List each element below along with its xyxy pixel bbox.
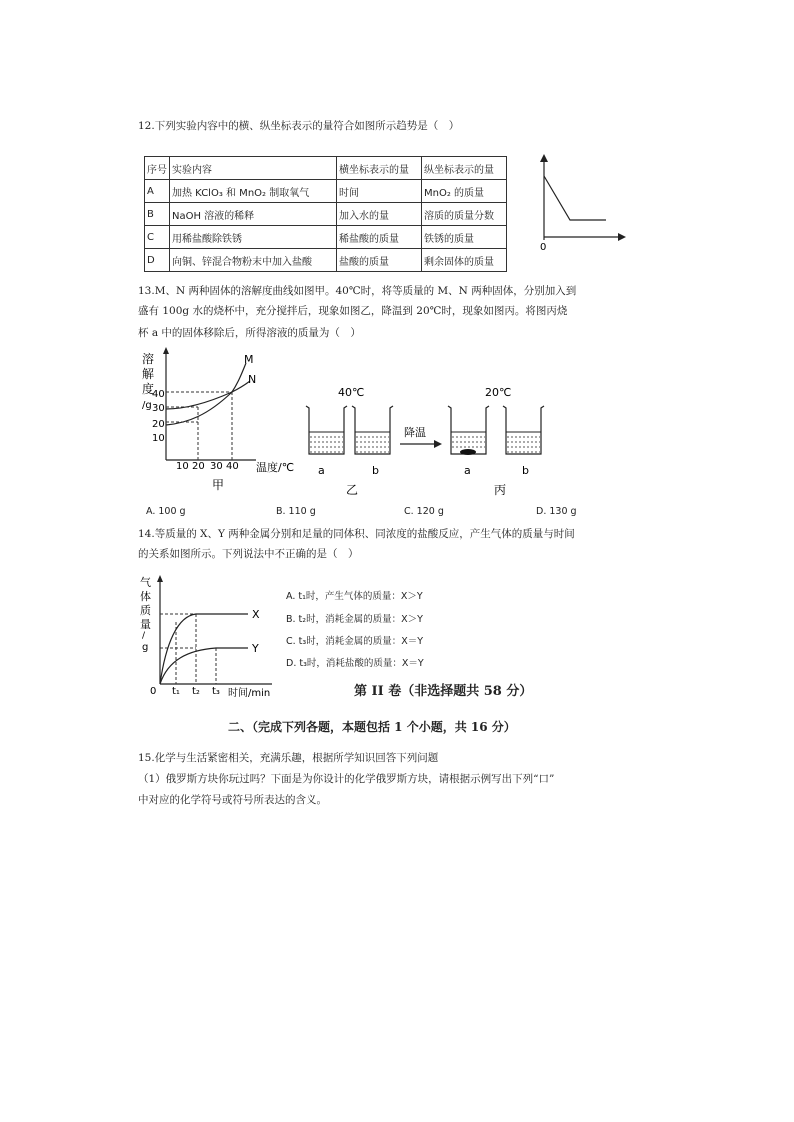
figure-caption: 乙 — [346, 483, 359, 497]
q13-stem-line2: 盛有 100g 水的烧杯中，充分搅拌后，现象如图乙，降温到 20℃时，现象如图丙。将图丙烧 — [138, 305, 568, 317]
q15-sub1-line2: 中对应的化学符号或符号所表达的含义。 — [138, 794, 327, 806]
table-row — [145, 203, 507, 226]
x-tick-label: 10 — [176, 461, 189, 472]
y-label-char: 量 — [140, 618, 151, 631]
x-tick-label: t₁ — [172, 686, 180, 697]
beaker-label: b — [522, 464, 529, 477]
y-axis-arrow — [157, 575, 163, 582]
table-cell: 加热 KClO₃ 和 MnO₂ 制取氧气 — [170, 180, 337, 203]
q14-stem-line1: 14.等质量的 X、Y 两种金属分别和足量的同体积、同浓度的盐酸反应，产生气体的质量与时间 — [138, 528, 575, 540]
x-tick-label: 30 — [210, 461, 223, 472]
table-row — [145, 249, 507, 272]
q12-trend-graph — [530, 150, 630, 255]
curve-m — [166, 363, 246, 425]
y-label-char: / — [142, 631, 146, 641]
q12-table — [144, 156, 507, 272]
table-header: 纵坐标表示的量 — [422, 157, 507, 180]
q13-stem-line1: 13.M、N 两种固体的溶解度曲线如图甲。40℃时，将等质量的 M、N 两种固体，分别加入到 — [138, 285, 577, 297]
trend-line — [544, 176, 606, 220]
liquid-hatch — [356, 437, 389, 452]
table-row — [145, 157, 507, 180]
y-tick-label: 30 — [152, 403, 165, 414]
q14-stem-line2: 的关系如图所示。下列说法中不正确的是（ ） — [138, 548, 359, 560]
liquid-hatch — [507, 437, 540, 452]
q13-stem-line3: 杯 a 中的固体移除后，所得溶液的质量为（ ） — [138, 327, 361, 339]
y-label-char: 溶 — [142, 352, 155, 366]
curve-n — [166, 381, 250, 409]
table-cell: C — [145, 226, 170, 249]
x-tick-label: t₃ — [212, 686, 220, 697]
cooling-arrow-head — [434, 440, 442, 448]
q13-option-d[interactable]: D. 130 g — [536, 506, 577, 517]
table-cell: 向铜、锌混合物粉末中加入盐酸 — [170, 249, 337, 272]
liquid-hatch — [452, 437, 485, 447]
q14-option-b[interactable]: B. t₂时，消耗金属的质量：X＞Y — [286, 614, 423, 625]
temp-label: 40℃ — [338, 386, 365, 399]
table-header: 序号 — [145, 157, 170, 180]
y-label-char: 质 — [140, 604, 151, 617]
table-cell: B — [145, 203, 170, 226]
y-tick-label: 10 — [152, 433, 165, 444]
x-tick-label: t₂ — [192, 686, 200, 697]
table-cell: 加入水的量 — [337, 203, 422, 226]
curve-n-label: N — [248, 373, 257, 386]
q14-option-d[interactable]: D. t₃时，消耗盐酸的质量：X＝Y — [286, 658, 424, 669]
q14-option-c[interactable]: C. t₃时，消耗金属的质量：X＝Y — [286, 636, 424, 647]
q14-option-a[interactable]: A. t₁时，产生气体的质量：X＞Y — [286, 591, 423, 602]
q13-option-c[interactable]: C. 120 g — [404, 506, 444, 517]
y-tick-label: 20 — [152, 419, 165, 430]
table-row — [145, 180, 507, 203]
temp-label: 20℃ — [485, 386, 512, 399]
table-cell: 盐酸的质量 — [337, 249, 422, 272]
table-cell: 溶质的质量分数 — [422, 203, 507, 226]
curve-y-label: Y — [252, 642, 259, 655]
q12-stem: 12.下列实验内容中的横、纵坐标表示的量符合如图所示趋势是（ ） — [138, 120, 460, 132]
q15-sub1-line1: （1）俄罗斯方块你玩过吗？下面是为你设计的化学俄罗斯方块，请根据示例写出下列“口” — [138, 773, 555, 785]
origin-label: 0 — [150, 686, 157, 697]
curve-y — [160, 648, 248, 684]
table-cell: NaOH 溶液的稀释 — [170, 203, 337, 226]
cooling-label: 降温 — [404, 426, 426, 439]
y-label-char: /g — [142, 400, 152, 411]
precipitate — [460, 449, 476, 455]
y-tick-label: 40 — [152, 389, 165, 400]
y-label-char: 度 — [142, 382, 155, 396]
curve-x-label: X — [252, 608, 260, 621]
y-label-char: 体 — [140, 590, 151, 603]
x-tick-label: 20 — [192, 461, 205, 472]
table-cell: 铁锈的质量 — [422, 226, 507, 249]
q13-solubility-chart — [138, 345, 298, 493]
table-cell: 用稀盐酸除铁锈 — [170, 226, 337, 249]
table-cell: D — [145, 249, 170, 272]
table-cell: 稀盐酸的质量 — [337, 226, 422, 249]
table-cell: A — [145, 180, 170, 203]
beaker-label: a — [464, 464, 471, 477]
beaker-label: a — [318, 464, 325, 477]
section-subtitle: 二、（完成下列各题，本题包括 1 个小题，共 16 分） — [228, 720, 516, 734]
q13-beakers — [300, 380, 570, 498]
q15-stem: 15.化学与生活紧密相关，充满乐趣，根据所学知识回答下列问题 — [138, 752, 439, 764]
x-tick-label: 40 — [226, 461, 239, 472]
table-cell: MnO₂ 的质量 — [422, 180, 507, 203]
table-header: 横坐标表示的量 — [337, 157, 422, 180]
table-row — [145, 226, 507, 249]
y-label-char: g — [142, 642, 149, 653]
beaker-label: b — [372, 464, 379, 477]
section-title: 第 II 卷（非选择题共 58 分） — [354, 684, 533, 699]
table-cell: 剩余固体的质量 — [422, 249, 507, 272]
table-header: 实验内容 — [170, 157, 337, 180]
y-label-char: 气 — [140, 576, 151, 589]
figure-caption: 丙 — [494, 483, 507, 497]
chart-caption: 甲 — [212, 478, 225, 492]
q14-gas-chart — [138, 572, 280, 700]
y-axis-arrow — [540, 154, 548, 162]
table-cell: 时间 — [337, 180, 422, 203]
x-axis-label: 温度/℃ — [256, 461, 295, 474]
origin-label: 0 — [540, 242, 547, 253]
curve-m-label: M — [244, 353, 254, 366]
y-axis-arrow — [163, 347, 169, 354]
y-label-char: 解 — [142, 367, 155, 381]
x-axis-label: 时间/min — [228, 688, 271, 699]
x-axis-arrow — [618, 233, 626, 241]
q13-option-a[interactable]: A. 100 g — [146, 506, 186, 517]
q13-option-b[interactable]: B. 110 g — [276, 506, 316, 517]
